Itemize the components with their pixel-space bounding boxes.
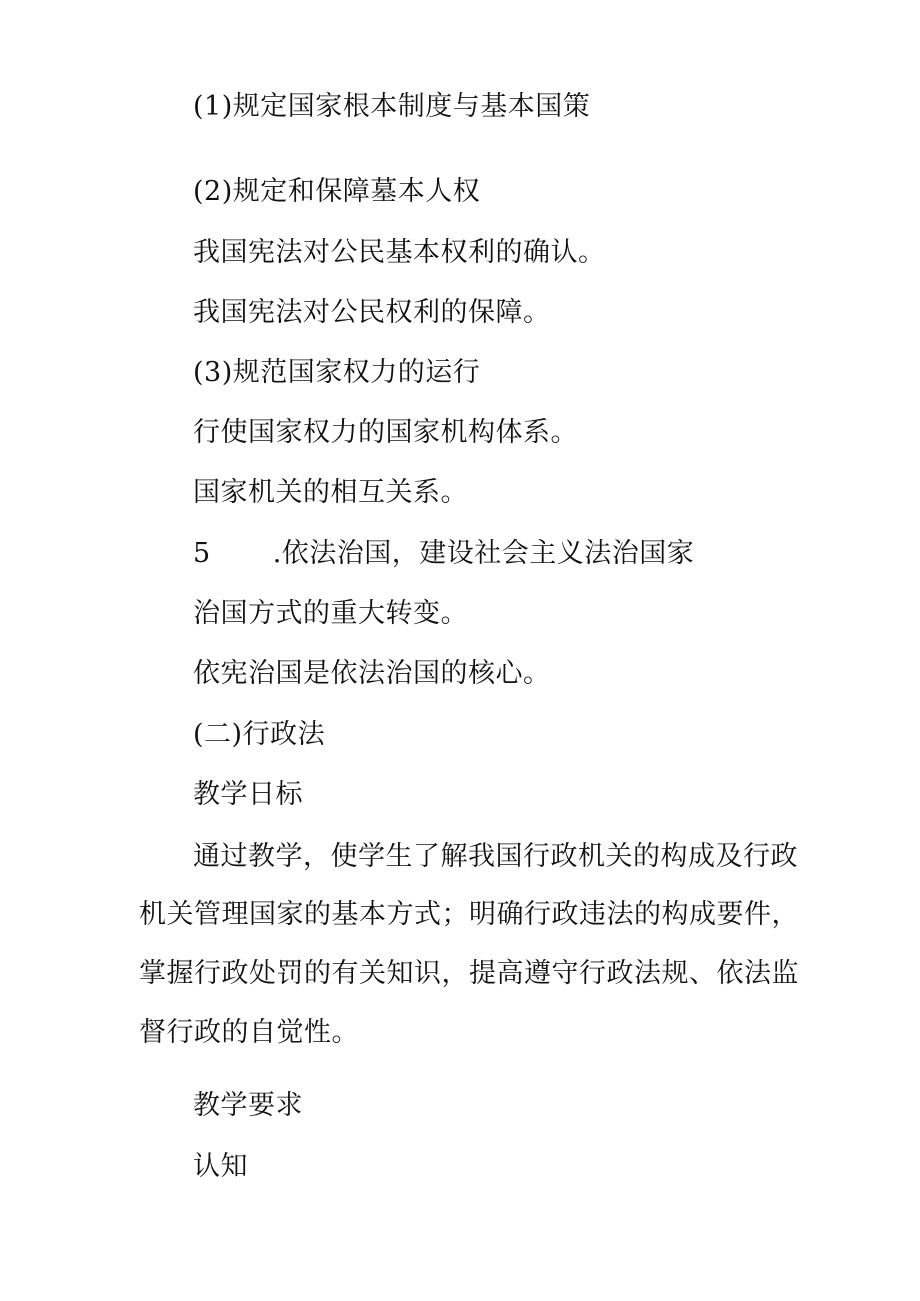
text-line: 治国方式的重大转变。 bbox=[193, 598, 468, 629]
heading-number: 5 bbox=[193, 538, 211, 569]
paragraph-line: 督行政的自觉性。 bbox=[139, 1017, 359, 1048]
text-line: 国家机关的相互关系。 bbox=[193, 477, 468, 508]
cognition-heading: 认知 bbox=[193, 1151, 248, 1182]
teaching-requirement-heading: 教学要求 bbox=[193, 1090, 303, 1121]
text-line: 行使国家权力的国家机构体系。 bbox=[193, 417, 578, 448]
heading-text: .依法治国，建设社会主义法治国家 bbox=[272, 538, 695, 569]
section-heading-3: (3)规范国家权力的运行 bbox=[193, 357, 481, 388]
numbered-heading bbox=[193, 537, 694, 571]
text-line: 我国宪法对公民基本权利的确认。 bbox=[193, 237, 606, 268]
paragraph-line: 掌握行政处罚的有关知识，提高遵守行政法规、依法监 bbox=[139, 958, 799, 989]
subsection-title: (二)行政法 bbox=[193, 719, 326, 750]
section-heading-1: (1)规定国家根本制度与基本国策 bbox=[193, 91, 591, 122]
paragraph-line: 机关管理国家的基本方式；明确行政违法的构成要件， bbox=[139, 899, 799, 930]
section-heading-2: (2)规定和保障墓本人权 bbox=[193, 176, 481, 207]
text-line: 依宪治国是依法治国的核心。 bbox=[193, 658, 551, 689]
paragraph-line: 通过教学，使学生了解我国行政机关的构成及行政 bbox=[193, 841, 798, 872]
teaching-goal-heading: 教学日标 bbox=[193, 779, 303, 810]
text-line: 我国宪法对公民权利的保障。 bbox=[193, 297, 551, 328]
